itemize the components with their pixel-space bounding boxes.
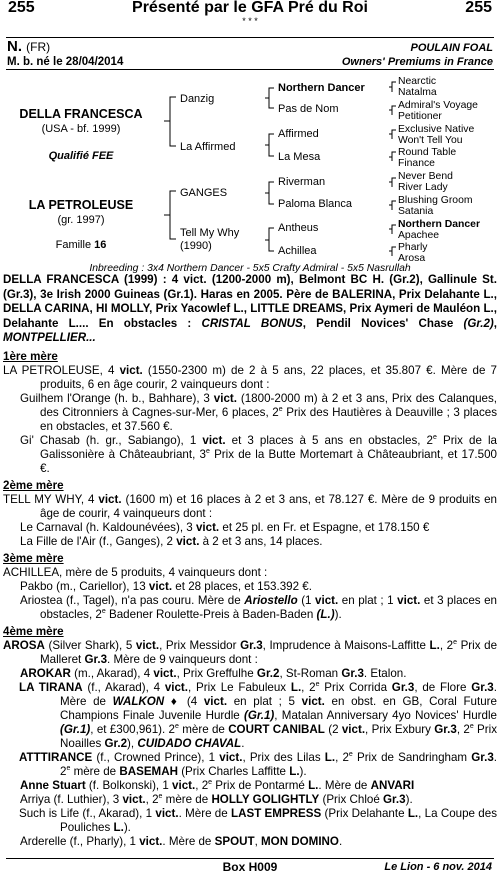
gen4-name: Pharly [398, 242, 428, 253]
gen3-name: La Mesa [278, 151, 321, 163]
lot-number-right: 255 [465, 0, 492, 16]
footer-rule [6, 858, 494, 859]
page-header [6, 0, 494, 26]
gen3-name: Achillea [278, 245, 317, 257]
produce-entry: Gi' Chasab (h. gr., Sabiango), 1 vict. et 3 places à 5 ans en obstacles, 2e Prix de la Galissonière à Châteaubriant, 3e Prix de la Butte Mortemart à Châteaubriant, et 17.500 €. [20, 433, 497, 475]
gen3-name: Northern Dancer [278, 82, 365, 94]
gen4-name: Won't Tell You [398, 135, 463, 146]
produce-entry: ATTTIRANCE (f., Crowned Prince), 1 vict., Prix des Lilas L., 2e Prix de Sandringham Gr.3. 2e mère de BASEMAH (Prix Charles Laffitte L.). [19, 750, 498, 778]
gen4-name: Natalma [398, 87, 437, 98]
gen4-name: Blushing Groom [398, 195, 473, 206]
gen2-name: GANGES [180, 187, 228, 199]
gen3-name: Pas de Nom [278, 103, 339, 115]
horse-origin: (FR) [26, 40, 51, 54]
top-rule [6, 37, 494, 38]
section-fourth-dam: 4ème mère [3, 624, 64, 638]
produce-entry: La Fille de l'Air (f., Ganges), 2 vict. à 2 et 3 ans, 14 places. [20, 534, 323, 548]
produce-entry: Le Carnaval (h. Kaldounévées), 3 vict. et 25 pl. en Fr. et Espagne, et 178.150 € [20, 520, 430, 534]
gen3-name: Paloma Blanca [278, 198, 352, 210]
catalogue-body [3, 273, 497, 849]
gen4-name: Apachee [398, 230, 440, 241]
gen4-name: Admiral's Voyage [398, 100, 478, 111]
gen4-name: Round Table [398, 147, 457, 158]
dam-info: (USA - bf. 1999) [41, 123, 121, 135]
horse-name: N. [7, 38, 22, 55]
third-dam-entry: ACHILLEA, mère de 5 produits, 4 vainqueurs dont : [3, 565, 268, 579]
gen4-name: River Lady [398, 182, 448, 193]
produce-entry: LA TIRANA (f., Akarad), 4 vict., Prix Le Fabuleux L., 2e Prix Corrida Gr.3, de Flore Gr.3. Mère de WALKON ♦ (4 vict. en plat ; 5 vict. en obst. en GB, Coral Future Champions Finale Juvenile Hurdle (Gr.1), Matalan Anniversary 4yo Novices' Hurdle (Gr.1), et £300,961). 2e mère de COURT CANIBAL (2 vict., Prix Exbury Gr.3, 2e Prix Noailles Gr.2), CUIDADO CHAVAL. [19, 680, 497, 750]
lot-number-left: 255 [8, 0, 35, 16]
gen4-name: Satania [398, 206, 434, 217]
section-second-dam: 2ème mère [3, 478, 64, 492]
damdam-name: LA PETROLEUSE [28, 198, 134, 212]
dam-name: DELLA FRANCESCA [19, 107, 143, 121]
title-stars: * * * [242, 16, 258, 26]
first-dam-entry: LA PETROLEUSE, 4 vict. (1550-2300 m) de 2 à 5 ans, 22 places, et 35.807 €. Mère de 7 produits, 6 en âge courir, 2 vainqueurs dont : [3, 363, 497, 391]
gen4-name: Northern Dancer [398, 219, 480, 230]
produce-entry: AROKAR (m., Akarad), 4 vict., Prix Greffulhe Gr.2, St-Roman Gr.3. Etalon. [20, 666, 407, 680]
gen4-name: Finance [398, 158, 435, 169]
second-dam-entry: TELL MY WHY, 4 vict. (1600 m) et 16 places à 2 et 3 ans, et 78.127 €. Mère de 9 produits en âge de courir, 4 vainqueurs dont : [3, 492, 497, 520]
box-number: Box H009 [222, 860, 278, 874]
gen2-year: (1990) [180, 240, 212, 252]
gen3-name: Antheus [278, 222, 319, 234]
produce-entry: Guilhem l'Orange (h. b., Bahhare), 3 vict. (1800-2000 m) à 2 et 3 ans, Prix des Calanques, des Citronniers à Cagnes-sur-Mer, 6 places, 2e Prix des Hautières à Deauville ; 3 places en obstacles, et 37.560 €. [20, 391, 497, 433]
gen2-name: Danzig [180, 93, 215, 105]
produce-entry: Ariostea (f., Tagel), n'a pas couru. Mère de Ariostello (1 vict. en plat ; 1 vict. et 3 places en obstacles, 2e Badener Roulette-Preis à Baden-Baden (L.)). [20, 593, 497, 621]
horse-name-line [7, 38, 50, 56]
gen4-name: Never Bend [398, 171, 453, 182]
damdam-info: (gr. 1997) [57, 214, 105, 226]
gen2-name: Tell My Why [180, 227, 240, 239]
dam-summary: DELLA FRANCESCA (1999) : 4 vict. (1200-2000 m), Belmont BC H. (Gr.2), Gallinule St. (Gr.3), 3e Irish 2000 Guineas (Gr.1). Haras en 2005. Père de BALERINA, Prix Delahante L., DELLA CARINA, HI MOLLY, Prix Yacowlef L., LITTLE DREAMS, Prix Aymeri de Mauléon L., Delahante L.... En obstacles : CRISTAL BONUS, Pendil Novices' Chase (Gr.2), MONTPELLIER... [3, 273, 497, 344]
gen4-name: Arosa [398, 253, 426, 264]
produce-entry: Arriya (f. Luthier), 3 vict., 2e mère de HOLLY GOLIGHTLY (Prix Chloé Gr.3). [20, 792, 413, 806]
page-title: Présenté par le GFA Pré du Roi [132, 0, 368, 16]
horse-birth: M. b. né le 28/04/2014 [7, 56, 124, 68]
section-third-dam: 3ème mère [3, 551, 64, 565]
fourth-dam-entry: AROSA (Silver Shark), 5 vict., Prix Messidor Gr.3, Imprudence à Maisons-Laffitte L., 2e Prix de Malleret Gr.3. Mère de 9 vainqueurs dont : [3, 638, 498, 666]
gen2-name: La Affirmed [180, 141, 236, 153]
produce-entry: Pakbo (m., Cariellor), 13 vict. et 28 places, et 153.392 €. [20, 579, 312, 593]
dam-qualification: Qualifié FEE [48, 150, 114, 162]
pedigree-table [6, 70, 494, 264]
owners-premiums: Owners' Premiums in France [341, 56, 493, 68]
gen4-name: Petitioner [398, 111, 442, 122]
horse-sex: POULAIN FOAL [410, 42, 493, 54]
produce-entry: Arderelle (f., Pharly), 1 vict.. Mère de SPOUT, MON DOMINO. [20, 834, 343, 848]
gen3-name: Affirmed [278, 128, 319, 140]
inbreeding-note: Inbreeding : 3x4 Northern Dancer - 5x5 Crafty Admiral - 5x5 Nasrullah [89, 263, 411, 274]
gen3-name: Riverman [278, 176, 326, 188]
produce-entry: Such is Life (f., Akarad), 1 vict.. Mère de LAST EMPRESS (Prix Delahante L., La Coupe des Pouliches L.). [19, 806, 497, 834]
gen4-name: Exclusive Native [398, 124, 475, 135]
produce-entry: Anne Stuart (f. Bolkonski), 1 vict., 2e Prix de Pontarmé L.. Mère de ANVARI [20, 778, 415, 792]
section-first-dam: 1ère mère [3, 349, 58, 363]
sale-info: Le Lion - 6 nov. 2014 [384, 861, 492, 873]
family-line: Famille 16 [55, 239, 107, 251]
gen4-name: Nearctic [398, 76, 437, 87]
